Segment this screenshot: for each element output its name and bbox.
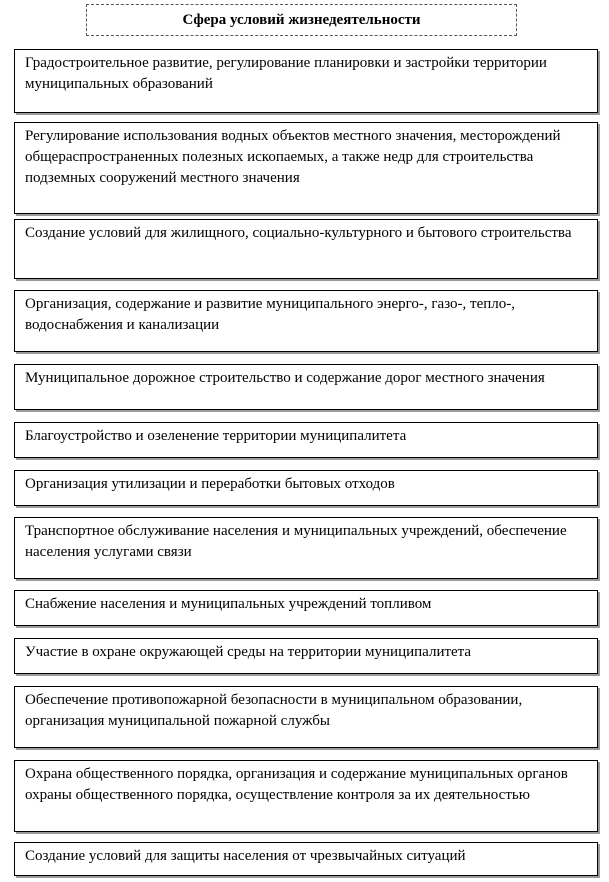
list-item-text: Муниципальное дорожное строительство и содержание дорог местного значения [25,370,545,386]
list-item-text: Обеспечение противопожарной безопасности в муниципальном образовании, организация муниципальной пожарной службы [25,692,523,729]
list-item [14,122,598,214]
page-title-text: Сфера условий жизнедеятельности [182,12,421,28]
list-item-text: Организация, содержание и развитие муниципального энерго-, газо-, тепло-, водоснабжения и канализации [25,296,516,333]
list-item [14,638,598,674]
list-item [14,517,598,579]
list-item [14,760,598,832]
list-item-text: Создание условий для защиты населения от чрезвычайных ситуаций [25,848,466,864]
list-item [14,290,598,352]
list-item-text: Организация утилизации и переработки бытовых отходов [25,476,395,492]
list-item [14,686,598,748]
list-item-text: Регулирование использования водных объектов местного значения, месторождений общераспространенных полезных ископаемых, а также недр для строительства подземных сооружений местного значения [25,128,561,186]
list-item [14,49,598,113]
list-item [14,590,598,626]
page-title [86,4,517,36]
list-item [14,470,598,506]
list-item [14,422,598,458]
list-item-text: Охрана общественного порядка, организация и содержание муниципальных органов охраны общественного порядка, осуществление контроля за их деятельностью [25,766,568,803]
list-item-text: Благоустройство и озеленение территории муниципалитета [25,428,407,444]
list-item-text: Создание условий для жилищного, социально-культурного и бытового строительства [25,225,572,241]
list-item-text: Транспортное обслуживание населения и муниципальных учреждений, обеспечение населения услугами связи [25,523,567,560]
list-item-text: Участие в охране окружающей среды на территории муниципалитета [25,644,472,660]
list-item-text: Градостроительное развитие, регулирование планировки и застройки территории муниципальных образований [25,55,547,92]
list-item [14,219,598,279]
list-item [14,364,598,410]
list-item-text: Снабжение населения и муниципальных учреждений топливом [25,596,432,612]
list-item [14,842,598,876]
